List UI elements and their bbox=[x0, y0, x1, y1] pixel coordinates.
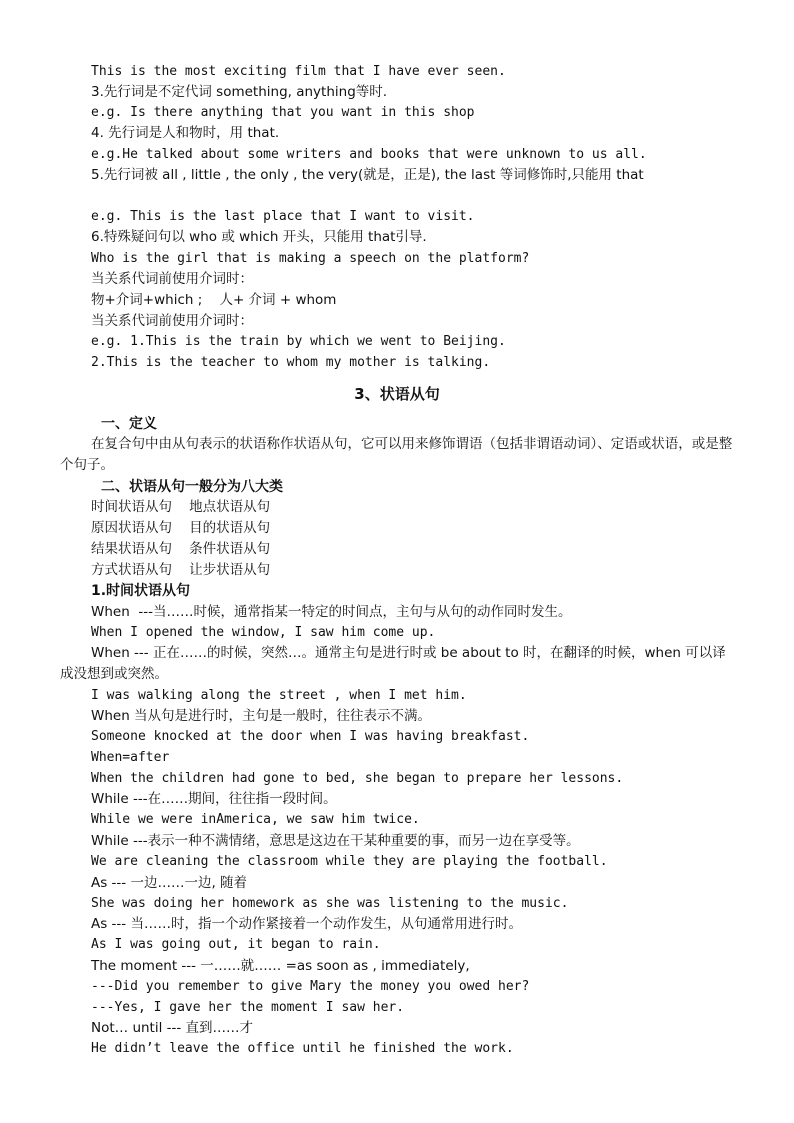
text-line: When 当从句是进行时，主句是一般时，往往表示不满。 bbox=[91, 708, 432, 724]
text-line: When ---当……时候，通常指某一特定的时间点，主句与从句的动作同时发生。 bbox=[91, 604, 572, 620]
text-line: ---Yes, I gave her the moment I saw her. bbox=[91, 1000, 405, 1015]
rule-5-paragraph: 5.先行词被 all , little , the only , the very(就是，正是), the last 等词修饰时,只能用 that bbox=[91, 167, 644, 183]
class-heading: 二、状语从句一般分为八大类 bbox=[101, 479, 283, 495]
text-line: As --- 一边……一边, 随着 bbox=[91, 875, 248, 891]
text-line: 3.先行词是不定代词 something, anything等时. bbox=[91, 84, 388, 100]
text-line: e.g. 1.This is the train by which we went to Beijing. bbox=[91, 334, 506, 349]
text-line: While we were inAmerica, we saw him twice. bbox=[91, 812, 420, 827]
text-line: e.g.He talked about some writers and books that were unknown to us all. bbox=[91, 147, 647, 162]
class-list-item: 时间状语从句 地点状语从句 bbox=[91, 499, 271, 515]
definition-heading: 一、定义 bbox=[101, 416, 157, 432]
text-line: ---Did you remember to give Mary the money you owed her? bbox=[91, 979, 530, 994]
time-clause-heading: 1.时间状语从句 bbox=[91, 583, 191, 599]
text-line: Not… until --- 直到……才 bbox=[91, 1020, 254, 1036]
text-line: While ---在……期间，往往指一段时间。 bbox=[91, 791, 337, 807]
text-line: Who is the girl that is making a speech on the platform? bbox=[91, 251, 530, 266]
definition-text: 在复合句中由从句表示的状语称作状语从句，它可以用来修饰谓语（包括非谓语动词）、定语或状语，或是整个句子。 bbox=[60, 436, 733, 473]
text-line: When I opened the window, I saw him come up. bbox=[91, 625, 436, 640]
section-title: 3、状语从句 bbox=[354, 385, 440, 403]
text-line: 当关系代词前使用介词时： bbox=[91, 313, 253, 329]
text-line: He didn’t leave the office until he finished the work. bbox=[91, 1041, 514, 1056]
text-line: The moment --- 一……就…… =as soon as , immediately, bbox=[91, 958, 470, 974]
when-paragraph: When --- 正在……的时候，突然…。通常主句是进行时或 be about to 时，在翻译的时候，when 可以译成没想到或突然。 bbox=[60, 645, 726, 682]
text-line: 6.特殊疑问句以 who 或 which 开头，只能用 that引导. bbox=[91, 229, 427, 245]
class-list-item: 原因状语从句 目的状语从句 bbox=[91, 520, 271, 536]
text-line: As --- 当……时，指一个动作紧接着一个动作发生，从句通常用进行时。 bbox=[91, 916, 522, 932]
text-line: When the children had gone to bed, she began to prepare her lessons. bbox=[91, 771, 624, 786]
text-line: This is the most exciting film that I have ever seen. bbox=[91, 64, 506, 79]
text-line: e.g. Is there anything that you want in this shop bbox=[91, 105, 475, 120]
text-line: When=after bbox=[91, 750, 170, 765]
text-line: I was walking along the street , when I met him. bbox=[91, 688, 467, 703]
text-line: e.g. This is the last place that I want to visit. bbox=[91, 209, 475, 224]
text-line: 当关系代词前使用介词时： bbox=[91, 271, 253, 287]
text-line: 2.This is the teacher to whom my mother is talking. bbox=[91, 355, 491, 370]
text-line: She was doing her homework as she was listening to the music. bbox=[91, 896, 569, 911]
text-line: As I was going out, it began to rain. bbox=[91, 937, 381, 952]
text-line: While ---表示一种不满情绪，意思是这边在干某种重要的事，而另一边在享受等。 bbox=[91, 833, 580, 849]
text-line: Someone knocked at the door when I was having breakfast. bbox=[91, 729, 530, 744]
class-list-item: 结果状语从句 条件状语从句 bbox=[91, 541, 271, 557]
text-line: 4. 先行词是人和物时，用 that. bbox=[91, 125, 280, 141]
class-list-item: 方式状语从句 让步状语从句 bbox=[91, 562, 271, 578]
text-line: We are cleaning the classroom while they are playing the football. bbox=[91, 854, 608, 869]
text-line: 物+介词+which ; 人+ 介词 + whom bbox=[91, 292, 337, 308]
